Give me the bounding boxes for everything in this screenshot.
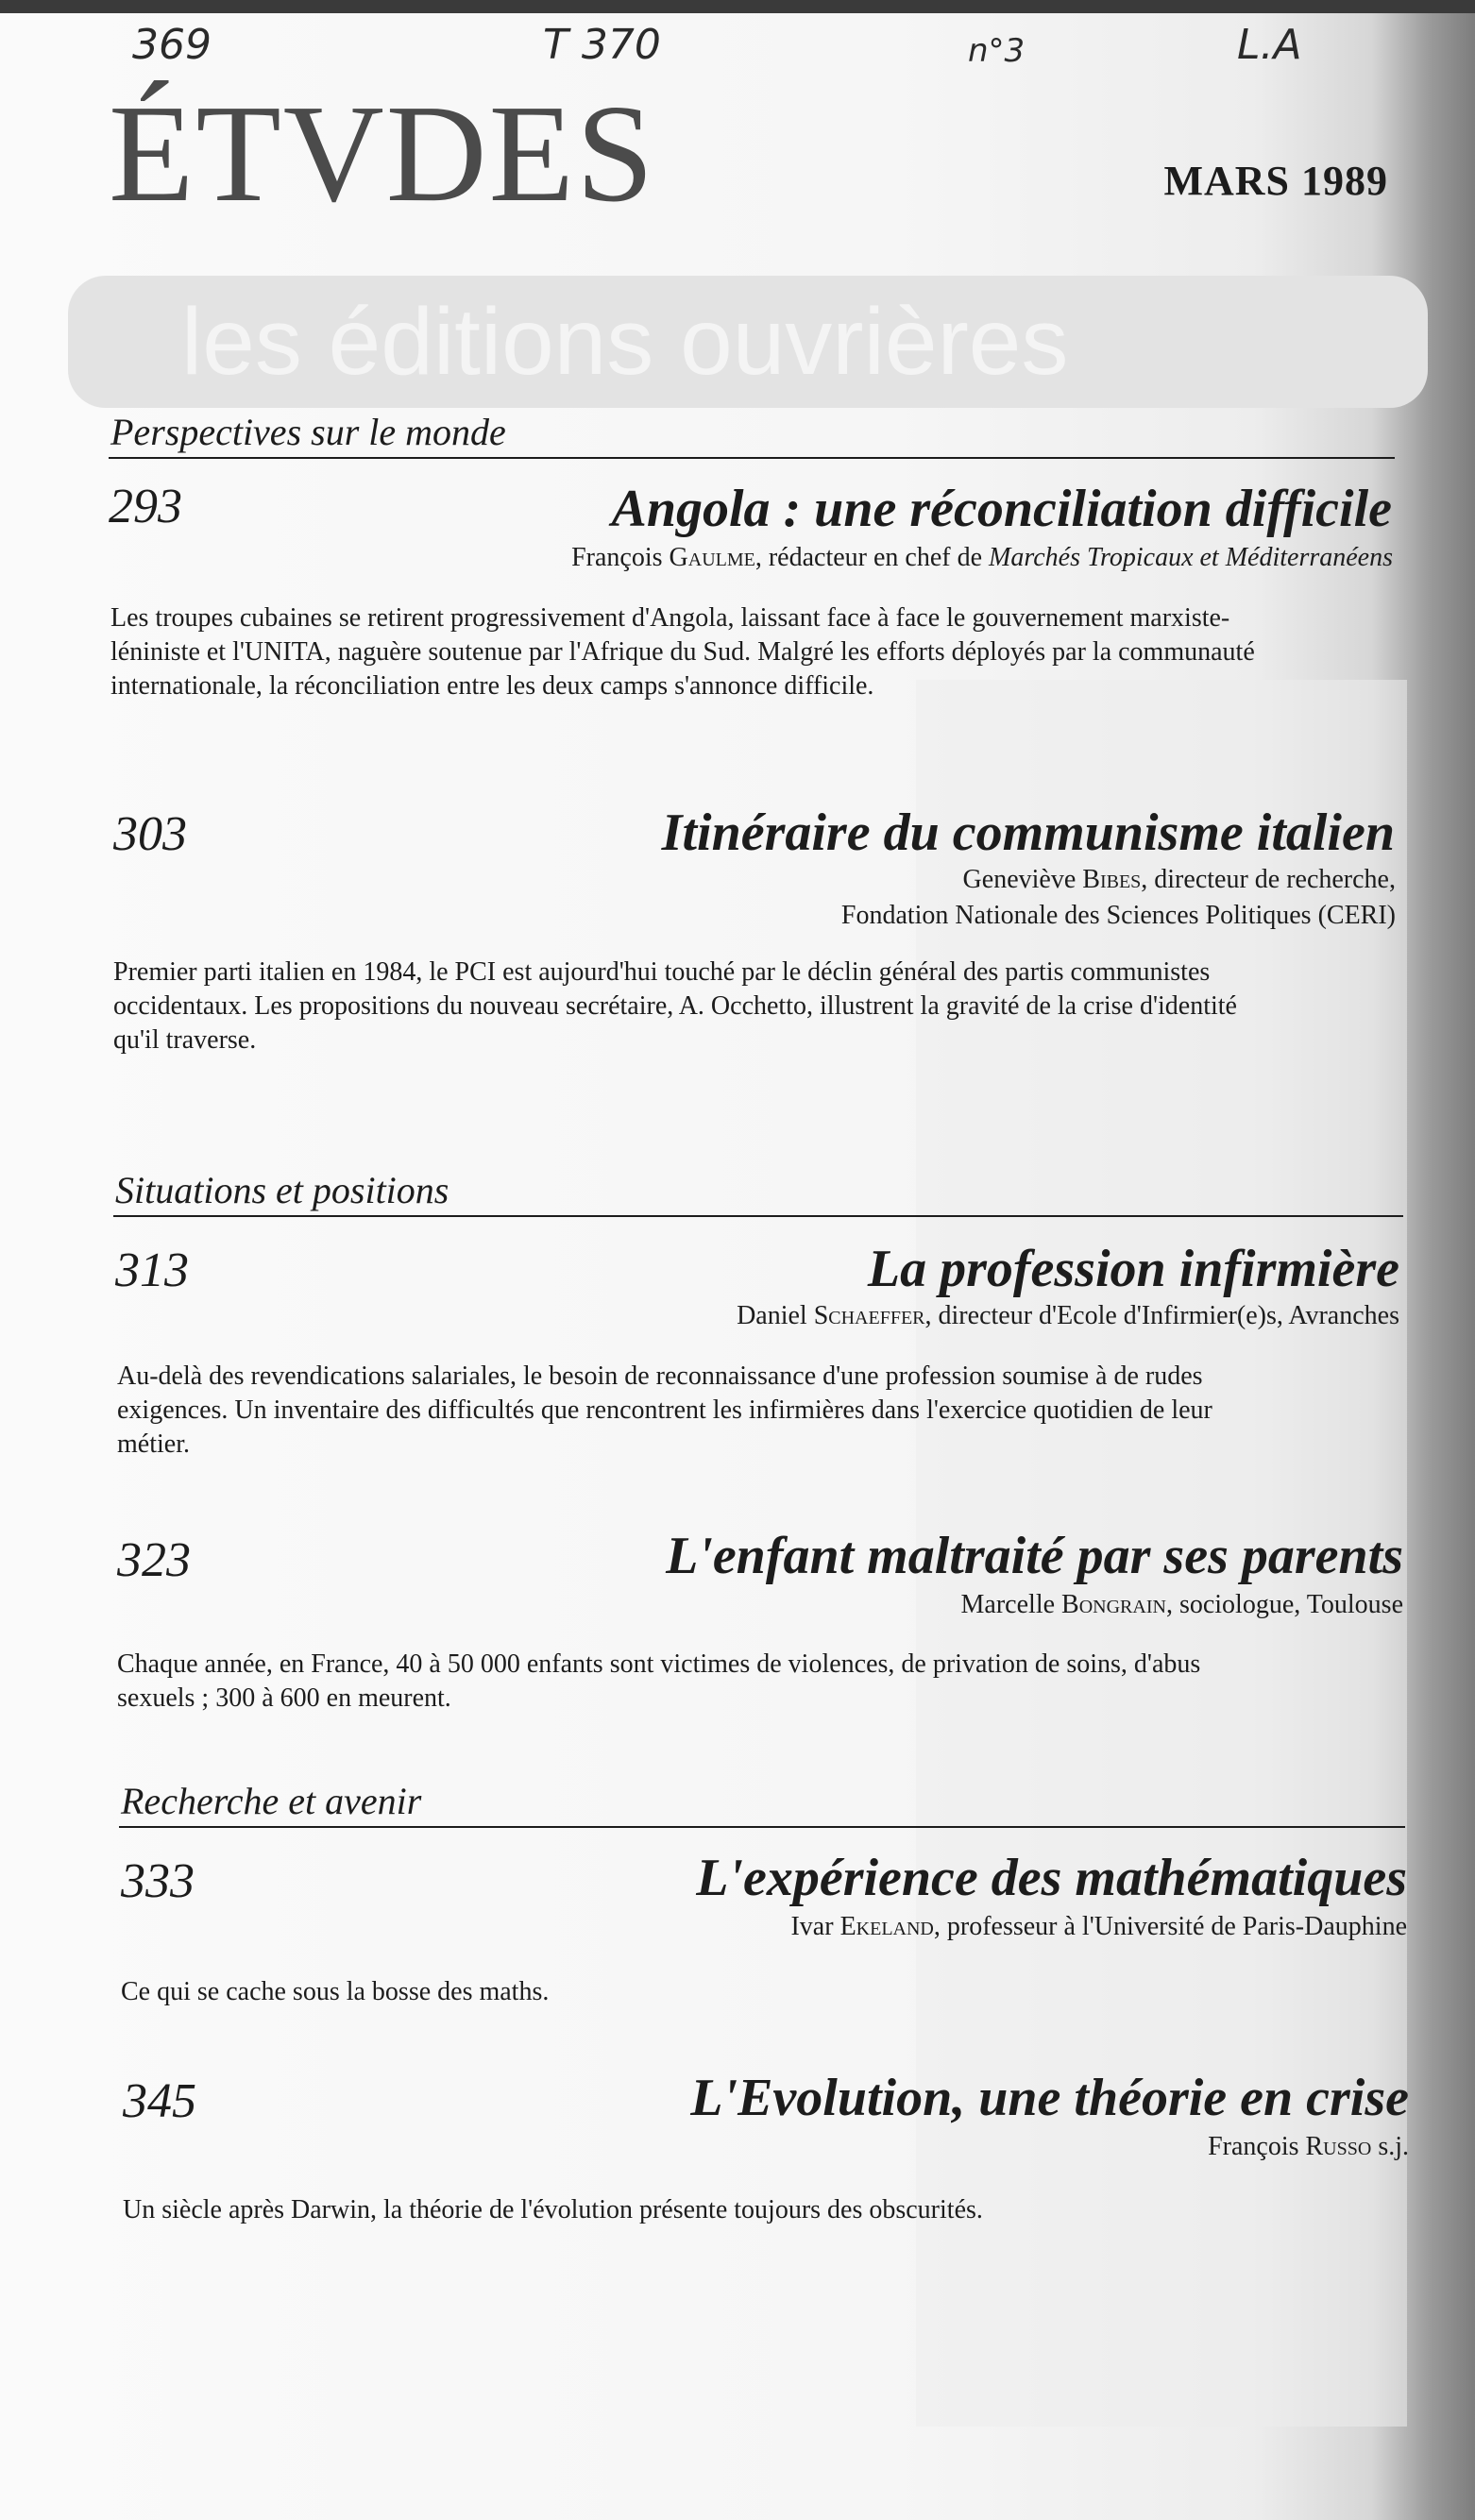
article-title: Angola : une réconciliation difficile bbox=[611, 480, 1392, 538]
author-role: , directeur d'Ecole d'Infirmier(e)s, Avranches bbox=[924, 1301, 1399, 1330]
article-page-number: 313 bbox=[115, 1243, 189, 1297]
author-last-name: Russo bbox=[1305, 2132, 1372, 2161]
article-title: La profession infirmière bbox=[867, 1240, 1399, 1298]
author-role: s.j. bbox=[1371, 2132, 1409, 2161]
article-page-number: 323 bbox=[117, 1533, 191, 1587]
article-page-number: 293 bbox=[109, 480, 182, 533]
scan-top-edge bbox=[0, 0, 1475, 13]
article-title: L'expérience des mathématiques bbox=[696, 1849, 1407, 1907]
author-first-name: Daniel bbox=[737, 1301, 807, 1330]
article-summary: Un siècle après Darwin, la théorie de l'évolution présente toujours des obscurités. bbox=[123, 2195, 983, 2224]
issue-date: MARS 1989 bbox=[1163, 158, 1388, 204]
author-role: , sociologue, Toulouse bbox=[1165, 1590, 1403, 1619]
article-page-number: 333 bbox=[121, 1854, 195, 1908]
author-last-name: Bongrain bbox=[1061, 1590, 1166, 1619]
article-title: Itinéraire du communisme italien bbox=[661, 803, 1395, 862]
author-last-name: Schaeffer bbox=[813, 1301, 925, 1330]
article-summary: Chaque année, en France, 40 à 50 000 enfants sont victimes de violences, de privation de soins, d'abus sexuels ; 300 à 600 en meurent. bbox=[117, 1649, 1201, 1713]
author-first-name: François bbox=[1208, 2132, 1299, 2161]
article-page-number: 303 bbox=[113, 807, 187, 861]
article-author bbox=[961, 1587, 1403, 1623]
article-author bbox=[1208, 2129, 1409, 2165]
handwritten-note: 369 bbox=[132, 21, 212, 69]
article-page-number: 345 bbox=[123, 2074, 196, 2128]
author-role: , professeur à l'Université de Paris-Dauphine bbox=[933, 1912, 1407, 1941]
author-first-name: Geneviève bbox=[962, 865, 1077, 894]
article-summary: Premier parti italien en 1984, le PCI est aujourd'hui touché par le déclin général des partis communistes occidentaux. Les propositions du nouveau secrétaire, A. Occhetto, illustrent la gravité de la crise d'identité qu'il traverse. bbox=[113, 957, 1237, 1055]
article-summary: Ce qui se cache sous la bosse des maths. bbox=[121, 1977, 550, 2006]
section-title: Recherche et avenir bbox=[119, 1777, 1405, 1828]
article-author bbox=[963, 862, 1396, 898]
article-author bbox=[571, 540, 1393, 576]
author-role: , rédacteur en chef de bbox=[754, 543, 990, 572]
author-last-name: Bibes bbox=[1082, 865, 1142, 894]
article-title: L'enfant maltraité par ses parents bbox=[666, 1527, 1403, 1585]
article-summary: Les troupes cubaines se retirent progressivement d'Angola, laissant face à face le gouvernement marxiste-léniniste et l'UNITA, naguère soutenue par l'Afrique du Sud. Malgré les efforts déployés par la communauté internationale, la réconciliation entre les deux camps s'annonce difficile. bbox=[110, 603, 1255, 701]
handwritten-note: L.A bbox=[1237, 21, 1302, 69]
journal-title: ÉTVDES bbox=[109, 76, 656, 231]
article-summary: Au-delà des revendications salariales, le besoin de reconnaissance d'une profession soumise à de rudes exigences. Un inventaire des difficultés que rencontrent les infirmières dans l'exercice quotidien de leur métier. bbox=[117, 1361, 1212, 1459]
section-title: Situations et positions bbox=[113, 1166, 1403, 1217]
author-role: , directeur de recherche, bbox=[1141, 865, 1396, 894]
author-first-name: Marcelle bbox=[960, 1590, 1056, 1619]
handwritten-note: n°3 bbox=[968, 32, 1026, 70]
article-author bbox=[737, 1298, 1399, 1334]
author-last-name: Ekeland bbox=[839, 1912, 934, 1941]
author-publication: Marchés Tropicaux et Méditerranéens bbox=[989, 543, 1393, 572]
bleed-through-banner: les éditions ouvrières bbox=[68, 276, 1428, 408]
author-first-name: Ivar bbox=[790, 1912, 834, 1941]
handwritten-note: T 370 bbox=[543, 21, 661, 69]
author-first-name: François bbox=[571, 543, 663, 572]
author-affiliation: Fondation Nationale des Sciences Politiques (CERI) bbox=[840, 901, 1396, 930]
article-title: L'Evolution, une théorie en crise bbox=[690, 2069, 1409, 2127]
section-title: Perspectives sur le monde bbox=[109, 408, 1395, 459]
author-last-name: Gaulme bbox=[669, 543, 755, 572]
article-author bbox=[790, 1909, 1407, 1945]
